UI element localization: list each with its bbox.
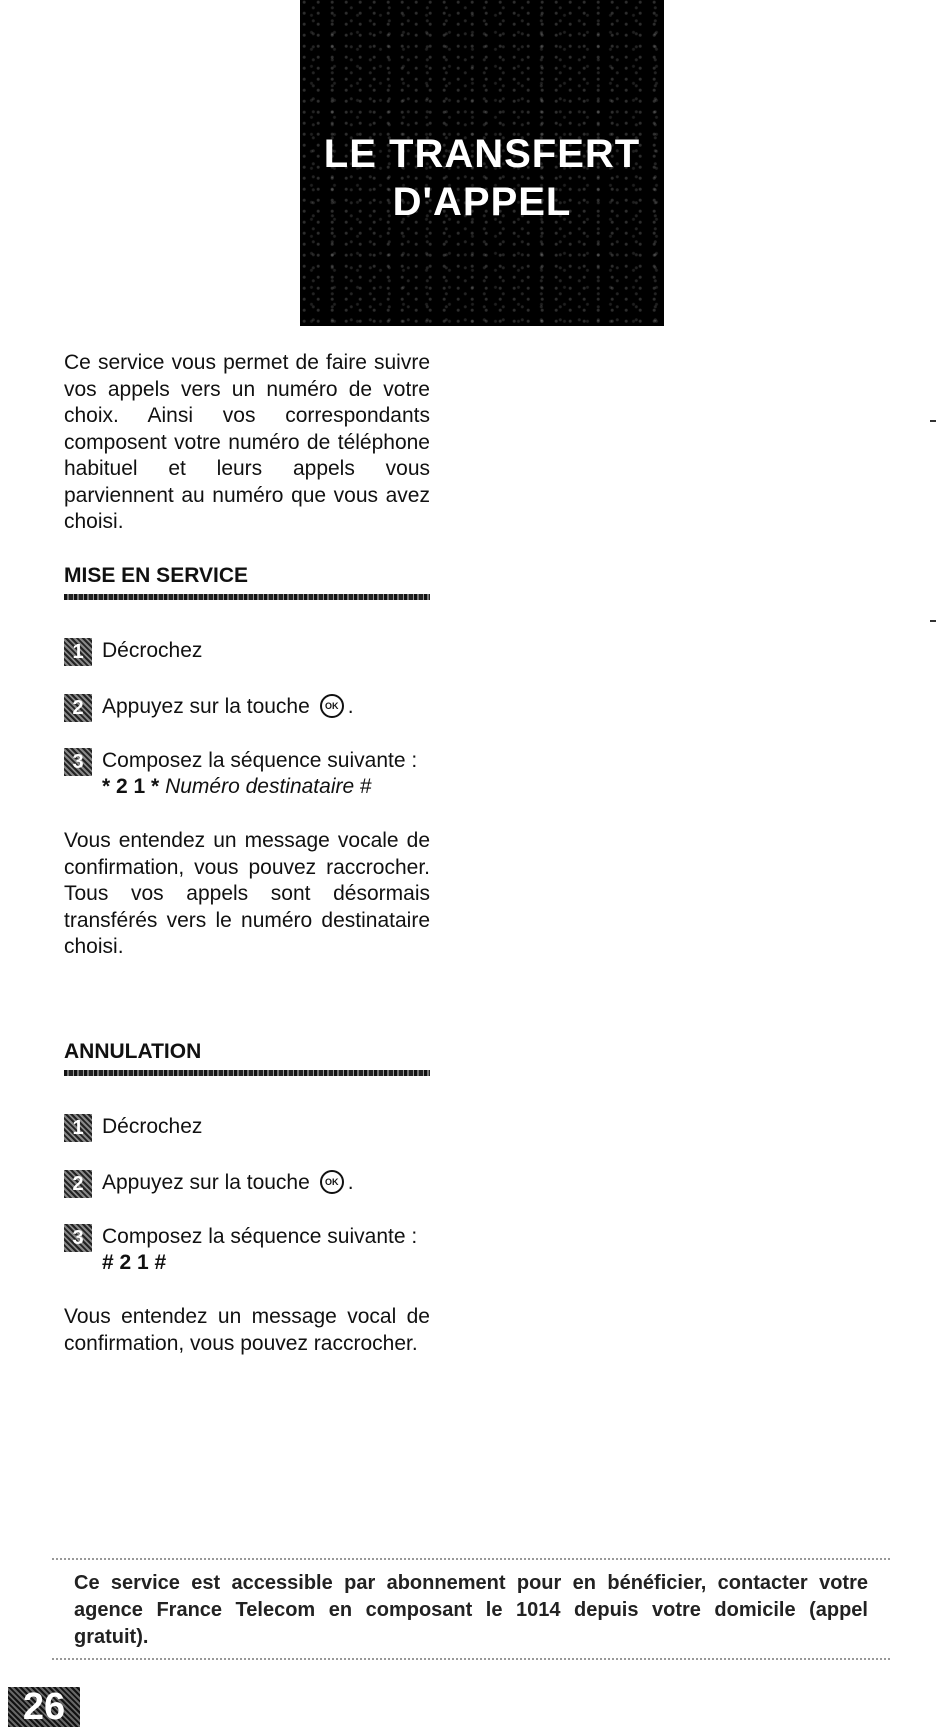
step-text: [102, 1170, 354, 1196]
cancellation-step-2: [64, 1170, 430, 1198]
cancellation-step-1: [64, 1114, 430, 1142]
activation-result: Vous entendez un message vocale de confirmation, vous pouvez raccrocher. Tous vos appels sont désormais transférés vers le numéro destinataire choisi.: [64, 829, 430, 958]
step-number: 2: [64, 1170, 92, 1198]
step-number: 1: [64, 638, 92, 666]
sequence-code: # 2 1 #: [102, 1251, 167, 1274]
cancellation-step-3: [64, 1224, 430, 1276]
step-number: 2: [64, 694, 92, 722]
step-text: Décrochez: [102, 1115, 203, 1138]
title-banner: [300, 0, 664, 326]
cancellation-section: [64, 1040, 430, 1357]
activation-step-3: [64, 748, 430, 800]
step-label: Composez la séquence suivante :: [102, 1225, 418, 1248]
dial-sequence: [102, 774, 417, 800]
intro-section: [64, 350, 430, 536]
step-text: [102, 694, 354, 720]
step-label: Appuyez sur la touche: [102, 695, 310, 718]
margin-mark: [930, 620, 936, 622]
heading-rule: [64, 1070, 430, 1076]
step-suffix: .: [347, 695, 354, 718]
step-label: Appuyez sur la touche: [102, 1171, 310, 1194]
page-title-line-2: D'APPEL: [392, 180, 572, 224]
page-number: 26: [8, 1687, 80, 1727]
step-number: 1: [64, 1114, 92, 1142]
ok-key-icon: OK: [320, 1170, 344, 1194]
margin-mark: [930, 420, 936, 422]
sequence-label: Numéro destinataire: [165, 775, 355, 798]
step-number: 3: [64, 748, 92, 776]
step-text: Décrochez: [102, 639, 203, 662]
activation-step-2: [64, 694, 430, 722]
notice-text: Ce service est accessible par abonnement pour en bénéficier, contacter votre agence France Telecom en composant le 1014 depuis votre domicile (appel gratuit).: [74, 1572, 868, 1648]
cancellation-heading: ANNULATION: [64, 1040, 202, 1063]
activation-heading: MISE EN SERVICE: [64, 564, 248, 587]
subscription-notice: [52, 1558, 890, 1660]
ok-key-icon: OK: [320, 694, 344, 718]
step-text: [102, 1224, 417, 1276]
dial-sequence: [102, 1250, 417, 1276]
sequence-end: #: [360, 775, 372, 798]
step-suffix: .: [347, 1171, 354, 1194]
step-label: Composez la séquence suivante :: [102, 749, 418, 772]
cancellation-result: Vous entendez un message vocal de confirmation, vous pouvez raccrocher.: [64, 1305, 430, 1355]
intro-paragraph: Ce service vous permet de faire suivre vos appels vers un numéro de votre choix. Ainsi vos correspondants composent votre numéro de téléphone habituel et leurs appels vous parviennent au numéro que vous avez choisi.: [64, 351, 430, 533]
heading-rule: [64, 594, 430, 600]
step-text: [102, 748, 417, 800]
activation-step-1: [64, 638, 430, 666]
page-title-line-1: LE TRANSFERT: [323, 132, 641, 176]
activation-section: [64, 564, 430, 961]
sequence-code: * 2 1 *: [102, 775, 160, 798]
step-number: 3: [64, 1224, 92, 1252]
